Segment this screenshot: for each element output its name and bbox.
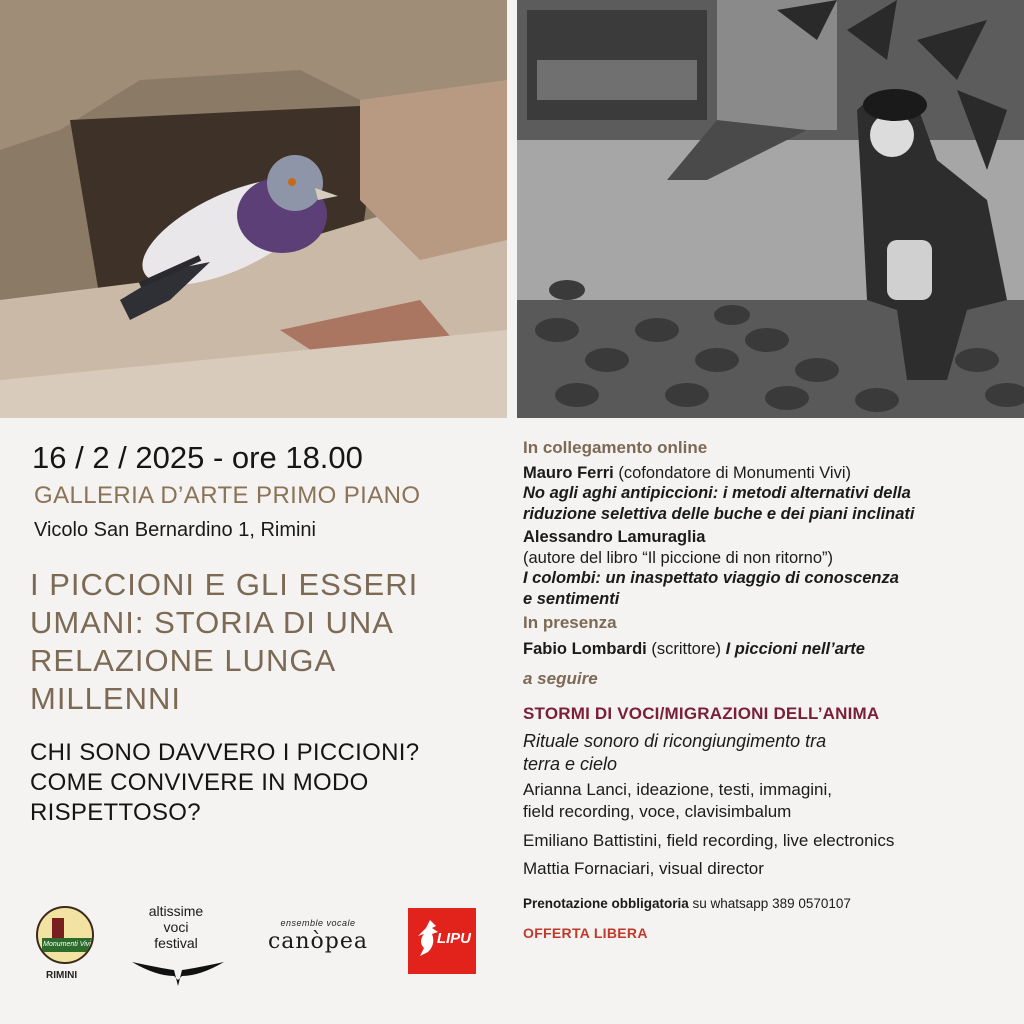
credit-entry (523, 779, 1003, 823)
lipu-logo (408, 908, 476, 974)
credit-name: Emiliano Battistini, (523, 831, 662, 850)
presence-heading: In presenza (523, 613, 617, 632)
credit-role: ideazione, testi, immagini, (631, 780, 833, 799)
logo-text-line: altissime (148, 903, 204, 919)
talk-title: I piccioni nell’arte (725, 639, 865, 658)
booking-info (523, 894, 1003, 915)
credit-role: visual director (654, 859, 764, 878)
speaker-role: (scrittore) (646, 639, 726, 658)
credit-role: field recording, voce, clavisimbalum (523, 802, 792, 821)
booking-label: Prenotazione obbligatoria (523, 896, 689, 911)
performance-description (523, 730, 1003, 776)
credit-entry (523, 830, 1003, 852)
credit-role: field recording, live electronics (661, 831, 895, 850)
talk-line: e sentimenti (523, 589, 620, 608)
speaker-entry (523, 639, 1003, 660)
description-line: terra e cielo (523, 754, 618, 774)
talk-line: No agli aghi antipiccioni: i metodi alternativi della (523, 484, 911, 502)
talk-title (523, 568, 1003, 609)
free-offer-label: OFFERTA LIBERA (523, 924, 648, 941)
speaker-name: Alessandro Lamuraglia (523, 528, 706, 546)
canopea-subtitle: ensemble vocale (280, 918, 356, 928)
speaker-entry (523, 463, 1003, 484)
logo-ribbon: Monumenti Vivi (42, 938, 92, 952)
booking-contact: su whatsapp 389 0570107 (688, 896, 851, 911)
subtitle-line: COME CONVIVERE IN MODO (30, 769, 369, 796)
online-heading: In collegamento online (523, 438, 708, 457)
talk-title (523, 483, 1003, 524)
performance-title: STORMI DI VOCI/MIGRAZIONI DELL’ANIMA (523, 703, 880, 723)
description-line: Rituale sonoro di ricongiungimento tra (523, 731, 827, 751)
venue-name: GALLERIA D’ARTE PRIMO PIANO (34, 482, 421, 509)
altissime-voci-logo (128, 903, 224, 951)
event-date-time: 16 / 2 / 2025 - ore 18.00 (32, 440, 363, 475)
logo-text-line: voci (163, 919, 189, 935)
credit-entry (523, 858, 1003, 880)
following-label: a seguire (523, 669, 598, 688)
credit-name: Arianna Lanci, (523, 780, 632, 799)
canopea-logo: canòpea (267, 929, 369, 954)
photo-pigeon-on-rock (0, 0, 507, 418)
monumenti-vivi-logo (36, 906, 94, 964)
subtitle-line: CHI SONO DAVVERO I PICCIONI? (30, 739, 420, 766)
photo-child-with-pigeons (517, 0, 1024, 418)
child-pigeons-illustration (517, 0, 1024, 418)
logo-text-line: festival (154, 935, 198, 951)
partner-logos (0, 900, 520, 1000)
program-column (523, 438, 1003, 943)
title-line: MILLENNI (30, 681, 181, 716)
event-title (30, 566, 500, 718)
talk-line: I colombi: un inaspettato viaggio di conoscenza (523, 569, 899, 587)
title-line: I PICCIONI E GLI ESSERI (30, 567, 419, 602)
pigeon-rock-illustration (0, 0, 507, 418)
subtitle-line: RISPETTOSO? (30, 799, 201, 826)
speaker-role: (cofondatore di Monumenti Vivi) (613, 463, 852, 482)
speaker-name: Mauro Ferri (523, 463, 614, 482)
speaker-role: (autore del libro “Il piccione di non ritorno”) (523, 548, 833, 567)
lipu-wordmark: LIPU (436, 930, 471, 947)
talk-line: riduzione selettiva delle buche e dei piani inclinati (523, 504, 915, 523)
event-subtitle (30, 738, 510, 828)
title-line: RELAZIONE LUNGA (30, 643, 337, 678)
bird-silhouette-icon (130, 954, 226, 988)
credit-name: Mattia Fornaciari, (523, 859, 655, 878)
venue-address: Vicolo San Bernardino 1, Rimini (34, 519, 317, 541)
monumenti-vivi-city: RIMINI (46, 970, 78, 981)
speaker-name: Fabio Lombardi (523, 639, 647, 658)
title-line: UMANI: STORIA DI UNA (30, 605, 394, 640)
